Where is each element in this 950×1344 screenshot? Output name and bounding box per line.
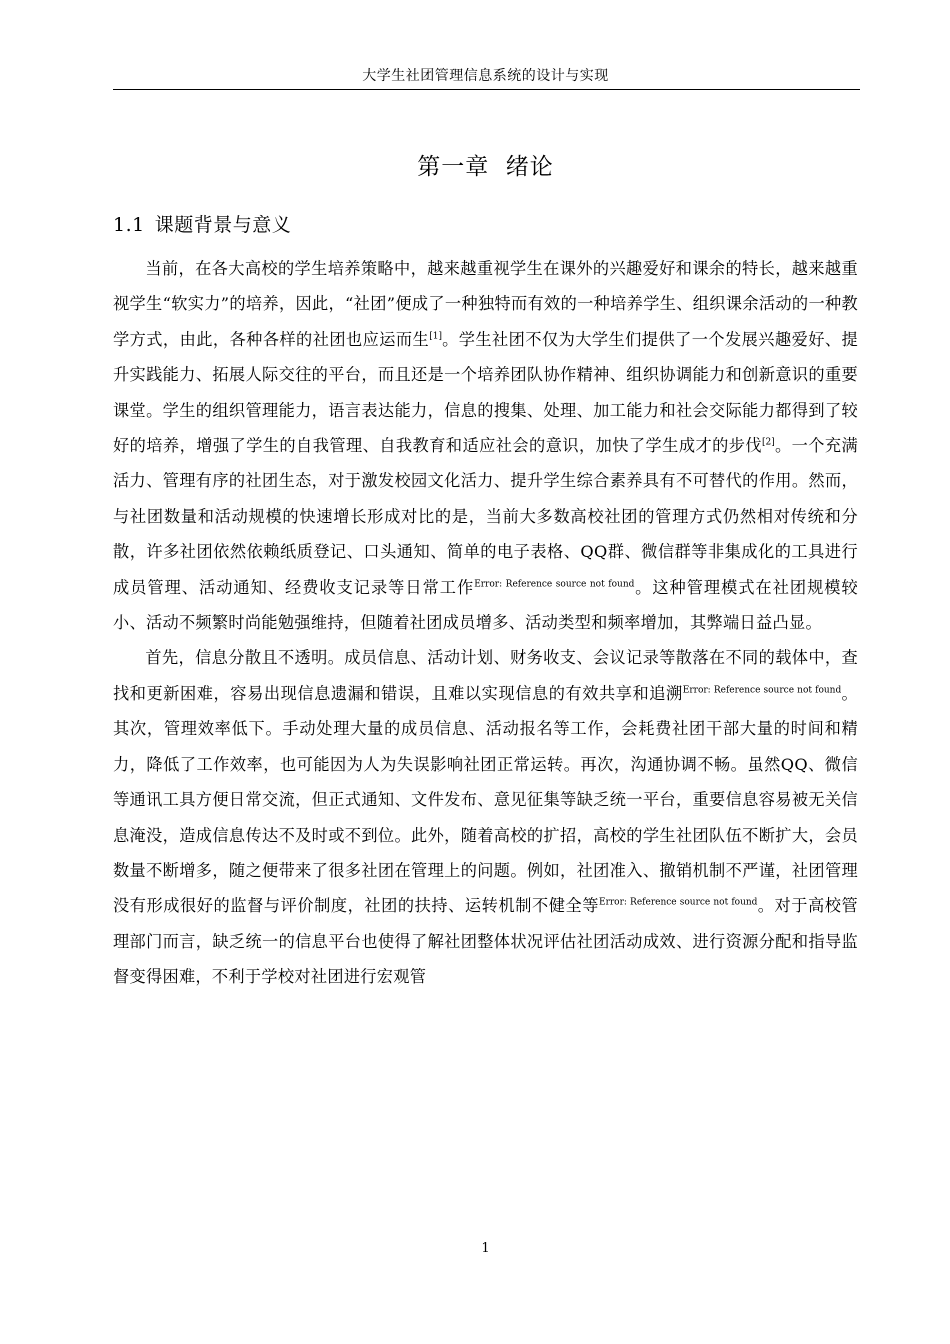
- paragraph-2: [113, 640, 858, 994]
- chapter-title: 第一章 绪论: [417, 154, 554, 180]
- section-heading: [113, 210, 858, 240]
- citation-error-3: Error: Reference source not found: [599, 897, 758, 908]
- citation-1: [1]: [429, 331, 442, 342]
- citation-error-2: Error: Reference source not found: [682, 685, 842, 696]
- citation-2: [2]: [762, 437, 775, 448]
- paragraph-1-text-2: 。学生社团不仅为大学生们提供了一个发展兴趣爱好、提升实践能力、拓展人际交往的平台，而且还是一个培养团队协作精神、组织协调能力和创新意识的重要课堂。学生的组织管理能力，语言表达能力，信息的搜集、处理、加工能力和社会交际能力都得到了较好的培养，增强了学生的自我管理、自我教育和适应社会的意识，加快了学生成才的步伐: [113, 329, 859, 456]
- section-number: 1.1: [113, 214, 145, 236]
- section-title-text: 课题背景与意义: [154, 214, 292, 236]
- paragraph-1-text-3: 。一个充满活力、管理有序的社团生态，对于激发校园文化活力、提升学生综合素养具有不可替代的作用。然而，与社团数量和活动规模的快速增长形成对比的是，当前大多数高校社团的管理方式仍然相对传统和分散，许多社团依然依赖纸质登记、口头通知、简单的电子表格、QQ群、微信群等非集成化的工具进行成员管理、活动通知、经费收支记录等日常工作: [113, 436, 859, 597]
- paragraph-1-text-4: 。这种管理模式在社团规模较小、活动不频繁时尚能勉强维持，但随着社团成员增多、活动类型和频率增加，其弊端日益凸显。: [113, 577, 858, 633]
- paragraph-2-text-3: 。对于高校管理部门而言，缺乏统一的信息平台也使得了解社团整体状况评估社团活动成效、进行资源分配和指导监督变得困难，不利于学校对社团进行宏观管: [113, 896, 859, 987]
- paragraph-2-text-1: 首先，信息分散且不透明。成员信息、活动计划、财务收支、会议记录等散落在不同的载体中，查找和更新困难，容易出现信息遗漏和错误，且难以实现信息的有效共享和追溯: [113, 648, 858, 703]
- header-rule: [113, 89, 860, 90]
- page-number: 1: [481, 1241, 490, 1256]
- paragraph-1-text-1: 当前，在各大高校的学生培养策略中，越来越重视学生在课外的兴趣爱好和课余的特长，越来越重视学生“软实力”的培养，因此，“社团”便成了一种独特而有效的一种培养学生、组织课余活动的一种教学方式，由此，各种各样的社团也应运而生: [113, 259, 858, 349]
- running-header: 大学生社团管理信息系统的设计与实现: [362, 68, 609, 84]
- paragraph-1: [113, 251, 858, 640]
- body-text: [113, 251, 858, 995]
- paragraph-2-text-2: 。其次，管理效率低下。手动处理大量的成员信息、活动报名等工作，会耗费社团干部大量的时间和精力，降低了工作效率，也可能因为人为失误影响社团正常运转。再次，沟通协调不畅。虽然QQ、微信等通讯工具方便日常交流，但正式通知、文件发布、意见征集等缺乏统一平台，重要信息容易被无关信息淹没，造成信息传达不及时或不到位。此外，随着高校的扩招，高校的学生社团队伍不断扩大，会员数量不断增多，随之便带来了很多社团在管理上的问题。例如，社团准入、撤销机制不严谨，社团管理没有形成很好的监督与评价制度，社团的扶持、运转机制不健全等: [113, 683, 858, 916]
- citation-error-1: Error: Reference source not found: [474, 579, 635, 590]
